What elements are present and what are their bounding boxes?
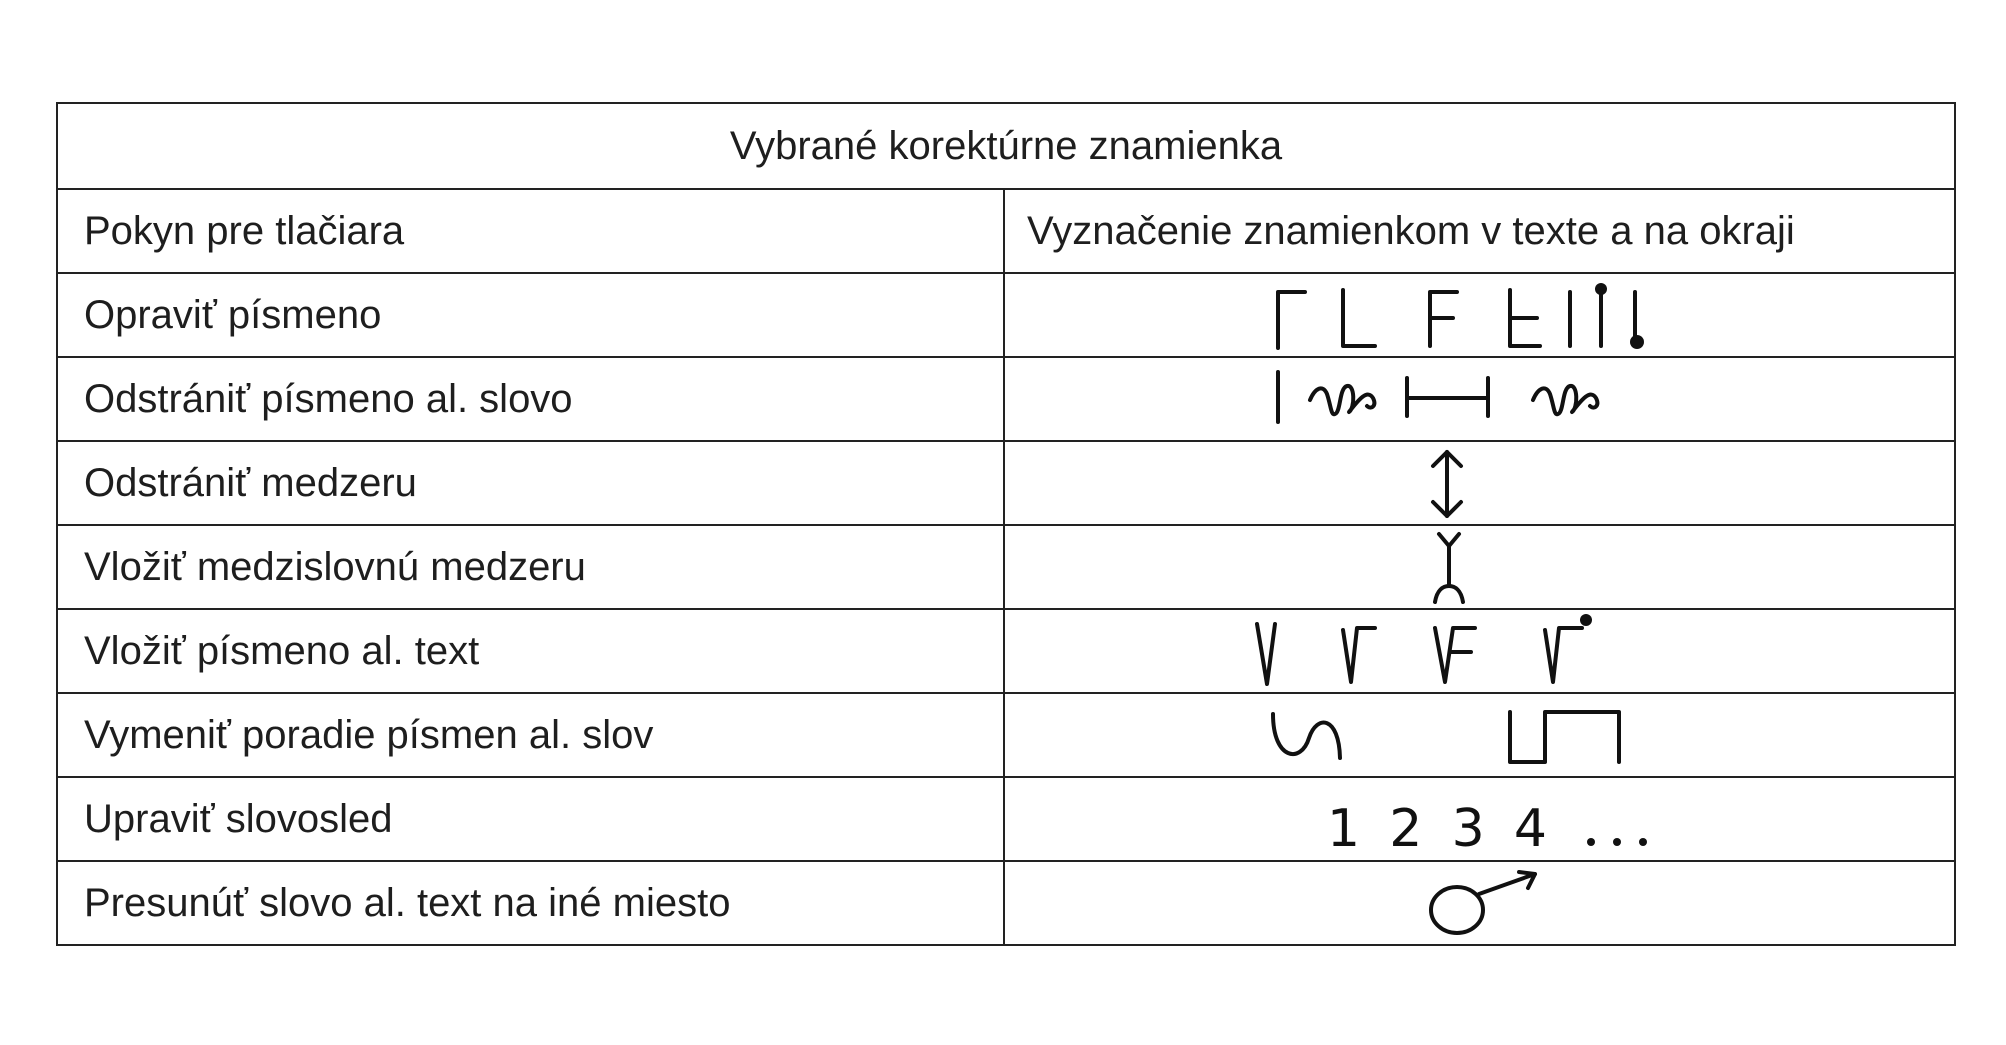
table-title: Vybrané korektúrne znamienka [729,123,1283,168]
header-instruction: Pokyn pre tlačiara [58,190,1005,272]
insert-text-marks [1005,610,1955,694]
table-title-row [58,104,1954,188]
row-mark-cell [1005,778,1954,860]
ellipsis-dot [1613,838,1621,846]
row-instruction: Vymeniť poradie písmen al. slov [58,694,1005,776]
transpose-marks [1005,694,1955,778]
correct-letter-marks [1005,274,1955,358]
table-header-row [58,188,1954,272]
row-mark-cell [1005,862,1954,944]
row-mark-cell [1005,274,1954,356]
delete-marks [1005,358,1955,442]
table-row [58,776,1954,860]
row-mark-cell [1005,358,1954,440]
ellipsis-dot [1639,838,1647,846]
close-space-mark [1005,442,1955,526]
word-order-numbers [1005,778,1955,862]
row-mark-cell [1005,442,1954,524]
row-mark-cell [1005,694,1954,776]
row-mark-cell [1005,610,1954,692]
ellipsis-dot [1587,838,1595,846]
row-instruction: Odstrániť medzeru [58,442,1005,524]
row-mark-cell [1005,526,1954,608]
table-row [58,440,1954,524]
proofreading-marks-table [56,102,1956,946]
insert-space-mark [1005,526,1955,610]
table-row [58,356,1954,440]
row-instruction: Presunúť slovo al. text na iné miesto [58,862,1005,944]
table-row [58,692,1954,776]
row-instruction: Upraviť slovosled [58,778,1005,860]
table-row [58,860,1954,944]
order-numbers-text: 1 2 3 4 [1327,799,1547,859]
header-mark: Vyznačenie znamienkom v texte a na okraji [1027,208,1795,253]
move-text-mark [1005,862,1955,946]
row-instruction: Vložiť písmeno al. text [58,610,1005,692]
row-instruction: Opraviť písmeno [58,274,1005,356]
table-row [58,524,1954,608]
row-instruction: Vložiť medzislovnú medzeru [58,526,1005,608]
table-row [58,272,1954,356]
table-row [58,608,1954,692]
row-instruction: Odstrániť písmeno al. slovo [58,358,1005,440]
